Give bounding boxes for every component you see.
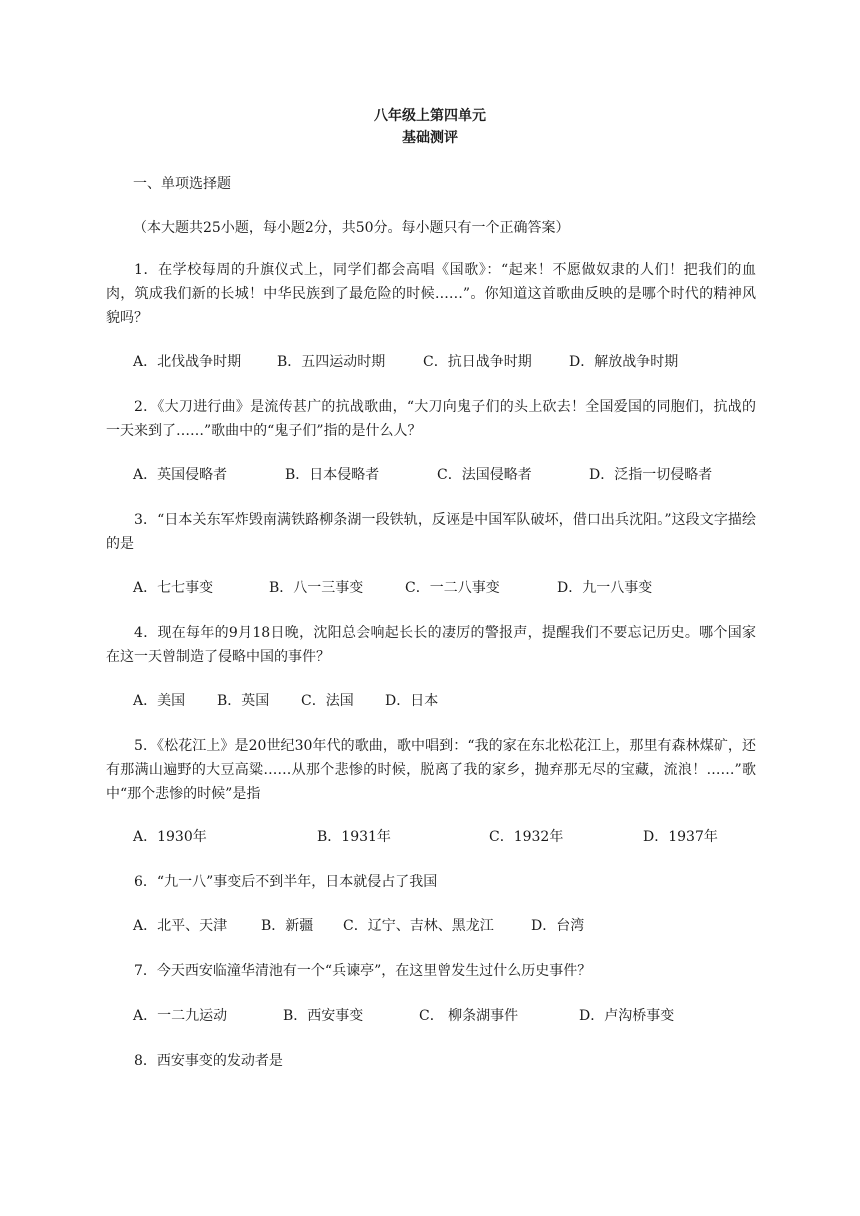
option-b: B．1931年 bbox=[317, 829, 391, 845]
option-d: D．九一八事变 bbox=[557, 580, 653, 596]
option-c: C．法国 bbox=[301, 693, 354, 709]
question-1-stem: 1．在学校每周的升旗仪式上，同学们都会高唱《国歌》：“起来！不愿做奴隶的人们！把我们的血肉，筑成我们新的长城！中华民族到了最危险的时候……”。你知道这首歌曲反映的是哪个时代的精神风貌吗？ bbox=[106, 262, 756, 326]
option-d: D．日本 bbox=[385, 693, 439, 709]
question-6-stem: 6．“九一八”事变后不到半年，日本就侵占了我国 bbox=[134, 874, 438, 890]
option-a: A．北伐战争时期 bbox=[133, 354, 242, 370]
question-1-options bbox=[133, 350, 678, 374]
option-a: A．英国侵略者 bbox=[133, 467, 228, 483]
option-d: D．卢沟桥事变 bbox=[579, 1008, 675, 1024]
option-d: D．1937年 bbox=[643, 829, 718, 845]
question-4-options bbox=[133, 689, 438, 713]
question-5-stem: 5．《松花江上》是20世纪30年代的歌曲，歌中唱到：“我的家在东北松花江上，那里有森林煤矿，还有那满山遍野的大豆高粱……从那个悲惨的时候，脱离了我的家乡，抛弃那无尽的宝藏，流浪！……”歌中“那个悲惨的时候”是指 bbox=[106, 738, 756, 802]
question-2-stem: 2．《大刀进行曲》是流传甚广的抗战歌曲，“大刀向鬼子们的头上砍去！全国爱国的同胞们，抗战的一天来到了……”歌曲中的“鬼子们”指的是什么人？ bbox=[106, 399, 756, 439]
option-a: A．七七事变 bbox=[133, 580, 214, 596]
option-d: D．解放战争时期 bbox=[569, 354, 679, 370]
question-7-options bbox=[133, 1004, 674, 1028]
question-8-stem: 8．西安事变的发动者是 bbox=[134, 1053, 283, 1069]
question-3-options bbox=[133, 576, 652, 600]
option-c: C．抗日战争时期 bbox=[423, 354, 532, 370]
question-4-stem: 4．现在每年的9月18日晚，沈阳总会响起长长的凄厉的警报声，提醒我们不要忘记历史。哪个国家在这一天曾制造了侵略中国的事件？ bbox=[106, 625, 756, 665]
option-c: C．一二八事变 bbox=[405, 580, 500, 596]
option-b: B．日本侵略者 bbox=[285, 467, 380, 483]
option-c: C．辽宁、吉林、黑龙江 bbox=[343, 918, 494, 934]
question-7-stem: 7．今天西安临潼华清池有一个“兵谏亭”，在这里曾发生过什么历史事件？ bbox=[134, 963, 592, 979]
option-a: A．一二九运动 bbox=[133, 1008, 228, 1024]
option-c: C．法国侵略者 bbox=[437, 467, 532, 483]
option-a: A．美国 bbox=[133, 693, 186, 709]
question-2-options bbox=[133, 463, 712, 487]
section-heading: 一、单项选择题 bbox=[133, 176, 231, 192]
question-3-stem: 3．“日本关东军炸毁南满铁路柳条湖一段铁轨，反诬是中国军队破坏，借口出兵沈阳。”这段文字描绘的是 bbox=[106, 512, 756, 552]
option-a: A．北平、天津 bbox=[133, 918, 228, 934]
option-c: C． 柳条湖事件 bbox=[419, 1008, 519, 1024]
option-d: D．台湾 bbox=[531, 918, 585, 934]
option-b: B．新疆 bbox=[261, 918, 314, 934]
option-b: B．八一三事变 bbox=[269, 580, 364, 596]
option-b: B．五四运动时期 bbox=[277, 354, 386, 370]
option-b: B．英国 bbox=[217, 693, 270, 709]
question-6-options bbox=[133, 914, 584, 938]
option-c: C．1932年 bbox=[489, 829, 564, 845]
document-title: 八年级上第四单元 bbox=[374, 108, 486, 124]
question-5-options bbox=[133, 825, 718, 849]
option-a: A．1930年 bbox=[133, 829, 207, 845]
option-b: B．西安事变 bbox=[283, 1008, 364, 1024]
instructions: （本大题共25小题，每小题2分，共50分。每小题只有一个正确答案） bbox=[133, 220, 570, 236]
option-d: D．泛指一切侵略者 bbox=[589, 467, 713, 483]
document-subtitle: 基础测评 bbox=[402, 130, 458, 146]
